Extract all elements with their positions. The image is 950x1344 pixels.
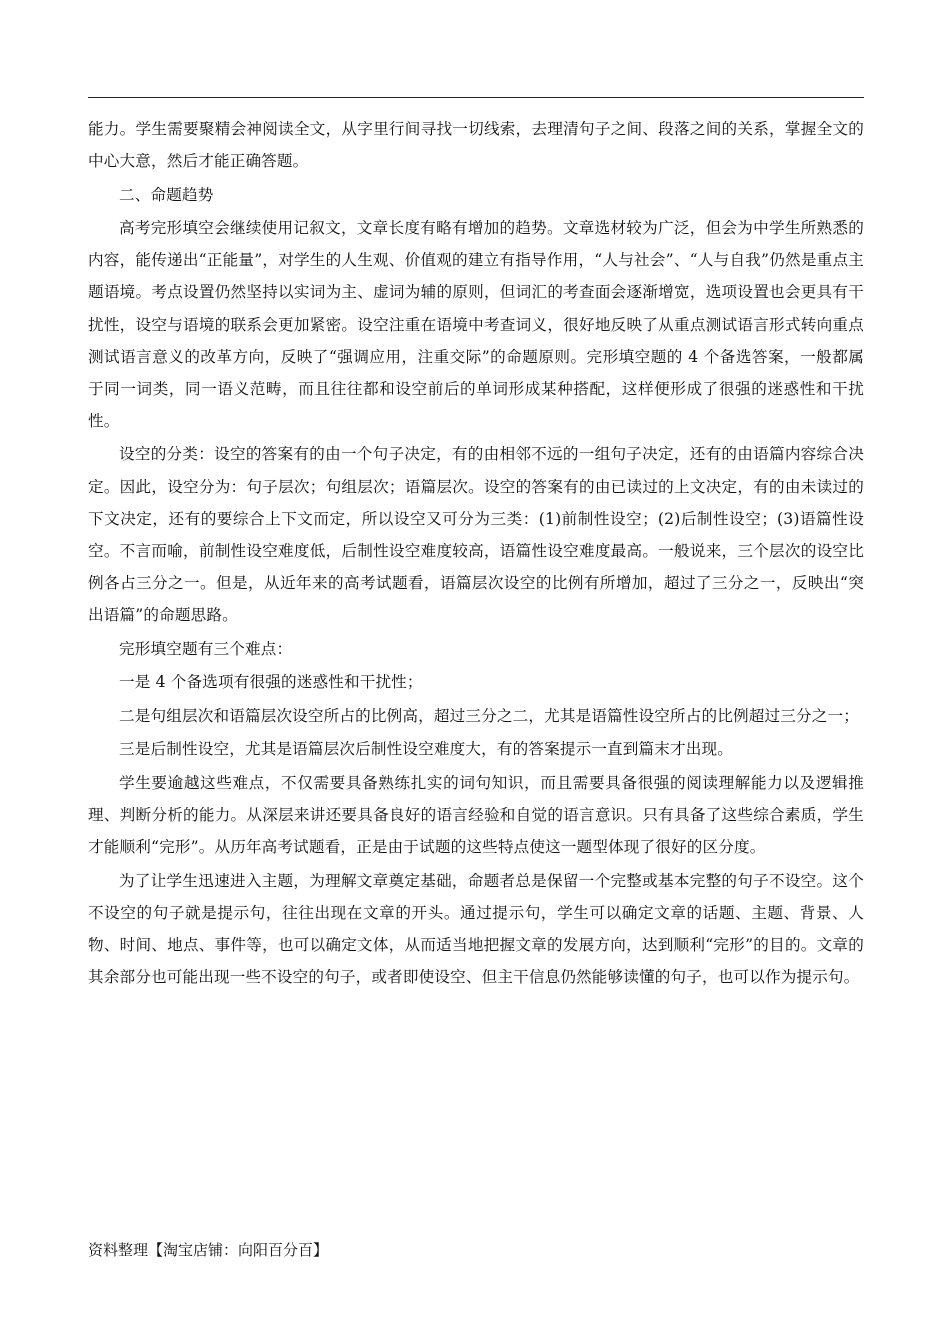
paragraph: 高考完形填空会继续使用记叙文，文章长度有略有增加的趋势。文章选材较为广泛，但会为中学生所熟悉的内容，能传递出“正能量”，对学生的人生观、价值观的建立有指导作用，“人与社会”、“人与自我”仍然是重点主题语境。考点设置仍然坚持以实词为主、虚词为辅的原则，但词汇的考查面会逐渐增宽，选项设置也会更具有干扰性，设空与语境的联系会更加紧密。设空注重在语境中考查词义，很好地反映了从重点测试语言形式转向重点测试语言意义的改革方向，反映了“强调应用，注重交际”的命题原则。完形填空题的 4 个备选答案，一般都属于同一词类，同一语义范畴，而且往往都和设空前后的单词形成某种搭配，这样便形成了很强的迷惑性和干扰性。 [88, 219, 864, 430]
document-body [88, 113, 864, 995]
paragraph: 设空的分类：设空的答案有的由一个句子决定，有的由相邻不远的一组句子决定，还有的由语篇内容综合决定。因此，设空分为：句子层次；句组层次；语篇层次。设空的答案有的由已读过的上文决定，有的由未读过的下文决定，还有的要综合上下文而定，所以设空又可分为三类：(1)前制性设空；(2)后制性设空；(3)语篇性设空。不言而喻，前制性设空难度低，后制性设空难度较高，语篇性设空难度最高。一般说来，三个层次的设空比例各占三分之一。但是，从近年来的高考试题看，语篇层次设空的比例有所增加，超过了三分之一，反映出“突出语篇”的命题思路。 [88, 445, 864, 624]
paragraph: 三是后制性设空，尤其是语篇层次后制性设空难度大，有的答案提示一直到篇末才出现。 [119, 740, 734, 759]
paragraph: 完形填空题有三个难点： [119, 639, 293, 658]
header-rule [88, 97, 864, 98]
paragraph: 为了让学生迅速进入主题，为理解文章奠定基础，命题者总是保留一个完整或基本完整的句子不设空。这个不设空的句子就是提示句，往往出现在文章的开头。通过提示句，学生可以确定文章的话题、主题、背景、人物、时间、地点、事件等，也可以确定文体，从而适当地把握文章的发展方向，达到顺利“完形”的目的。文章的其余部分也可能出现一些不设空的句子，或者即使设空、但主干信息仍然能够读懂的句子，也可以作为提示句。 [88, 871, 864, 986]
page-footer: 资料整理【淘宝店铺：向阳百分百】 [88, 1241, 329, 1259]
paragraph: 能力。学生需要聚精会神阅读全文，从字里行间寻找一切线索，去理清句子之间、段落之间的关系，掌握全文的中心大意，然后才能正确答题。 [88, 120, 864, 171]
paragraph: 一是 4 个备选项有很强的迷惑性和干扰性； [119, 673, 423, 692]
paragraph: 学生要逾越这些难点，不仅需要具备熟练扎实的词句知识，而且需要具备很强的阅读理解能力以及逻辑推理、判断分析的能力。从深层来讲还要具备良好的语言经验和自觉的语言意识。只有具备了这些综合素质，学生才能顺利“完形”。从历年高考试题看，正是由于试题的这些特点使这一题型体现了很好的区分度。 [88, 773, 864, 857]
section-heading: 二、命题趋势 [119, 185, 214, 204]
paragraph: 二是句组层次和语篇层次设空所占的比例高，超过三分之二，尤其是语篇性设空所占的比例超过三分之一； [119, 706, 859, 725]
